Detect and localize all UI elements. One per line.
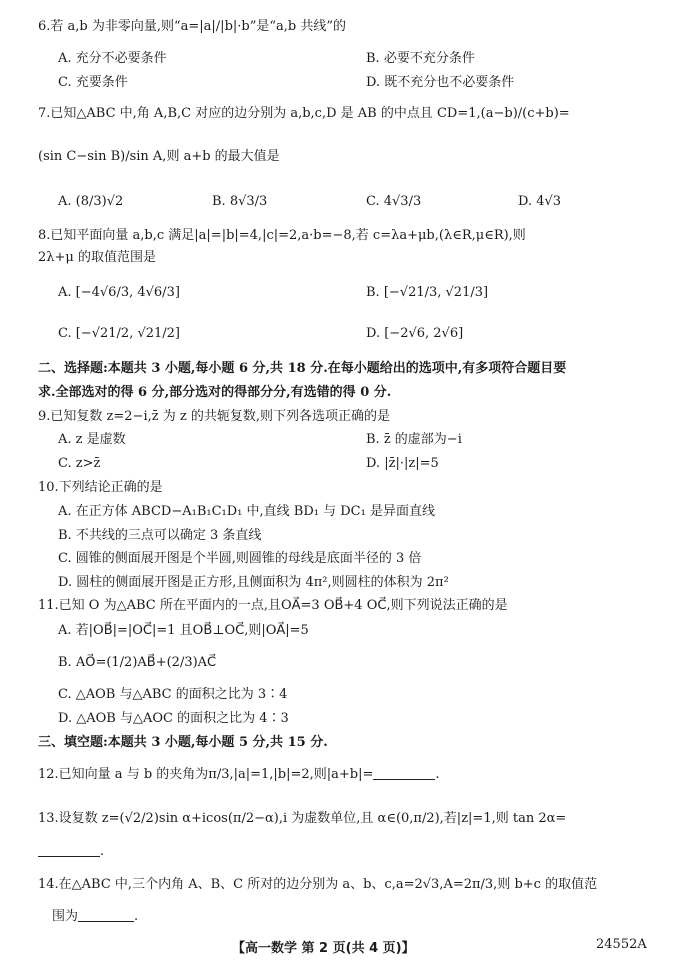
q12-period: .	[435, 767, 440, 782]
q13-answer-blank	[38, 844, 100, 857]
q7-option-c: C. 4√3/3	[366, 194, 422, 209]
q11-option-c: C. △AOB 与△ABC 的面积之比为 3∶4	[58, 687, 288, 702]
q8-option-a: A. [−4√6/3, 4√6/3]	[58, 285, 180, 300]
footer-exam-code: 24552A	[596, 937, 647, 952]
q13-period: .	[100, 844, 105, 859]
q13-answer-line	[38, 843, 651, 861]
q7-option-b: B. 8√3/3	[212, 194, 268, 209]
q12-stem: 12.已知向量 a 与 b 的夹角为π/3,|a|=1,|b|=2,则|a+b|=	[38, 767, 374, 782]
q10-option-d: D. 圆柱的侧面展开图是正方形,且侧面积为 4π²,则圆柱的体积为 2π²	[58, 575, 449, 590]
q14-stem-line1: 14.在△ABC 中,三个内角 A、B、C 所对的边分别为 a、b、c,a=2√3,A=2π/3,则 b+c 的取值范	[38, 877, 598, 892]
q6-option-c: C. 充要条件	[58, 75, 128, 90]
q6-option-a: A. 充分不必要条件	[58, 51, 167, 66]
q9-option-a: A. z 是虚数	[58, 432, 126, 447]
section3-heading: 三、填空题:本题共 3 小题,每小题 5 分,共 15 分.	[38, 735, 328, 750]
q14-period: .	[134, 909, 139, 924]
q14-stem-line2	[38, 908, 651, 926]
q7-option-d: D. 4√3	[518, 194, 562, 209]
q10-option-a: A. 在正方体 ABCD−A₁B₁C₁D₁ 中,直线 BD₁ 与 DC₁ 是异面直线	[58, 504, 435, 519]
q10-option-c: C. 圆锥的侧面展开图是个半圆,则圆锥的母线是底面半径的 3 倍	[58, 551, 422, 566]
q8-option-c: C. [−√21/2, √21/2]	[58, 326, 181, 341]
q12-answer-blank	[373, 767, 435, 780]
section2-heading-line1: 二、选择题:本题共 3 小题,每小题 6 分,共 18 分.在每小题给出的选项中,有多项符合题目要	[38, 361, 567, 376]
q10-option-b: B. 不共线的三点可以确定 3 条直线	[58, 528, 262, 543]
q7-stem-line1: 7.已知△ABC 中,角 A,B,C 对应的边分别为 a,b,c,D 是 AB 的中点且 CD=1,(a−b)/(c+b)=	[38, 106, 570, 121]
q14-stem-end: 围为	[52, 909, 79, 924]
q11-option-a: A. 若|OB⃗|=|OC⃗|=1 且OB⃗⊥OC⃗,则|OA⃗|=5	[58, 623, 309, 638]
q8-stem-line2: 2λ+μ 的取值范围是	[38, 250, 156, 265]
section2-heading-line2: 求.全部选对的得 6 分,部分选对的得部分分,有选错的得 0 分.	[38, 385, 392, 400]
q11-option-b: B. AO⃗=(1/2)AB⃗+(2/3)AC⃗	[58, 655, 217, 670]
q9-option-c: C. z>z̄	[58, 456, 101, 471]
q13-stem: 13.设复数 z=(√2/2)sin α+icos(π/2−α),i 为虚数单位,且 α∈(0,π/2),若|z|=1,则 tan 2α=	[38, 811, 567, 826]
q8-stem-line1: 8.已知平面向量 a,b,c 满足|a|=|b|=4,|c|=2,a·b=−8,若 c=λa+μb,(λ∈R,μ∈R),则	[38, 228, 526, 243]
q7-option-a: A. (8/3)√2	[58, 194, 124, 209]
footer-page-label: 【高一数学 第 2 页(共 4 页)】	[232, 941, 415, 956]
q6-option-b: B. 必要不充分条件	[366, 51, 475, 66]
q6-option-d: D. 既不充分也不必要条件	[366, 75, 515, 90]
q8-option-b: B. [−√21/3, √21/3]	[366, 285, 489, 300]
q11-option-d: D. △AOB 与△AOC 的面积之比为 4∶3	[58, 711, 289, 726]
q12-line	[38, 766, 651, 784]
q14-answer-blank	[78, 909, 134, 922]
q7-stem-line2: (sin C−sin B)/sin A,则 a+b 的最大值是	[38, 149, 280, 164]
q9-option-b: B. z̄ 的虚部为−i	[366, 432, 462, 447]
q9-option-d: D. |z̄|·|z|=5	[366, 456, 439, 471]
q11-stem: 11.已知 O 为△ABC 所在平面内的一点,且OA⃗=3 OB⃗+4 OC⃗,则下列说法正确的是	[38, 598, 508, 613]
q8-option-d: D. [−2√6, 2√6]	[366, 326, 464, 341]
q9-stem: 9.已知复数 z=2−i,z̄ 为 z 的共轭复数,则下列各选项正确的是	[38, 409, 390, 424]
q6-stem: 6.若 a,b 为非零向量,则“a=|a|/|b|·b”是“a,b 共线”的	[38, 19, 346, 34]
q10-stem: 10.下列结论正确的是	[38, 480, 163, 495]
